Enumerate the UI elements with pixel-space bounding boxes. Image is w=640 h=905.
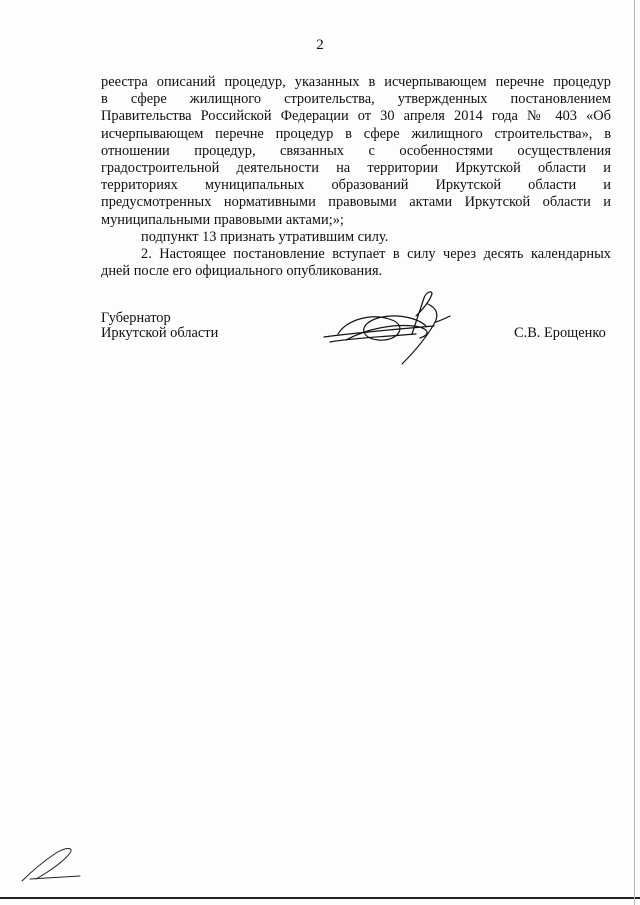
body-line: отношении процедур, связанных с особенностями осуществления — [101, 142, 611, 159]
body-line: муниципальными правовыми актами;»; — [101, 211, 344, 228]
handwritten-signature — [316, 290, 466, 370]
signatory-title-line: Губернатор — [101, 310, 171, 326]
body-line: Правительства Российской Федерации от 30 апреля 2014 года № 403 «Об — [101, 108, 611, 125]
scan-right-edge — [634, 0, 635, 905]
clause-2-continuation: дней после его официального опубликования. — [101, 263, 383, 280]
body-line: в сфере жилищного строительства, утвержденных постановлением — [101, 91, 611, 108]
body-line: исчерпывающем перечне процедур в сфере жилищного строительства», в — [101, 125, 611, 142]
page-number: 2 — [316, 37, 324, 53]
signatory-title-line: Иркутской области — [101, 325, 219, 341]
body-line: территориях муниципальных образований Иркутской области и — [101, 177, 611, 194]
signatory-title — [101, 311, 218, 341]
signatory-name: С.В. Ерощенко — [514, 325, 606, 341]
initials-mark — [20, 843, 84, 885]
document-body — [101, 74, 611, 280]
scan-bottom-edge — [0, 897, 640, 899]
subclause-text: подпункт 13 признать утратившим силу. — [141, 228, 389, 245]
body-line: градостроительной деятельности на территории Иркутской области и — [101, 160, 611, 177]
body-line: реестра описаний процедур, указанных в исчерпывающем перечне процедур — [101, 74, 611, 90]
clause-2-text: 2. Настоящее постановление вступает в силу через десять календарных — [141, 246, 611, 263]
body-line: предусмотренных нормативными правовыми актами Иркутской области и — [101, 194, 611, 211]
